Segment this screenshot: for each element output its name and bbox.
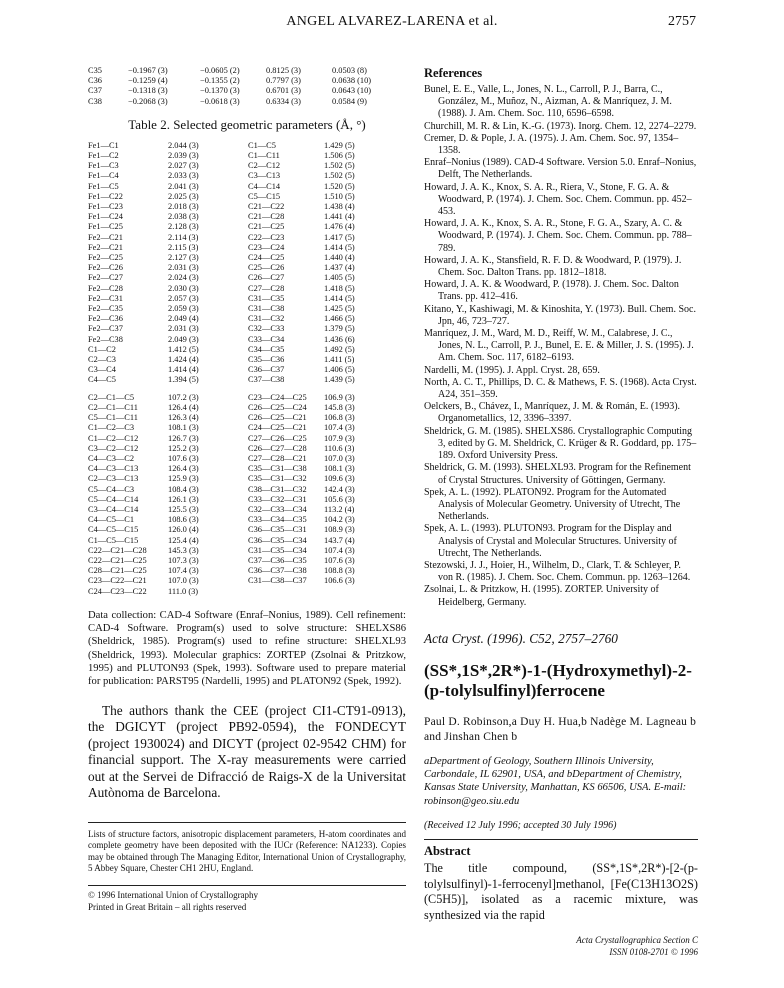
table-row	[88, 222, 404, 232]
table-cell: 1.379 (5)	[324, 324, 355, 334]
table-cell: 125.2 (3)	[168, 443, 199, 453]
table-cell: C1—C2—C12	[88, 433, 139, 443]
table-cell: 1.520 (5)	[324, 181, 355, 191]
table-cell: 126.7 (3)	[168, 433, 199, 443]
table-cell: 1.394 (5)	[168, 375, 199, 385]
atom-coordinates-table	[88, 66, 392, 107]
table-cell: Fe1—C1	[88, 140, 119, 150]
table-row	[88, 485, 404, 495]
table-cell: 0.8125 (3)	[266, 66, 301, 75]
table-cell: 2.038 (3)	[168, 212, 199, 222]
running-header	[0, 14, 784, 34]
table-cell: C31—C38	[248, 304, 285, 314]
table-row	[88, 525, 404, 535]
table-cell: 108.1 (3)	[168, 423, 199, 433]
table-cell: 1.406 (5)	[324, 365, 355, 375]
table-cell: Fe2—C25	[88, 253, 123, 263]
table-spacer	[88, 386, 404, 393]
table-cell: C4—C5—C1	[88, 515, 135, 525]
received-dates: (Received 12 July 1996; accepted 30 July 1996)	[424, 819, 617, 831]
table-cell: C33—C32—C31	[248, 494, 307, 504]
table-cell: C22—C23	[248, 232, 285, 242]
table-cell: 2.128 (3)	[168, 222, 199, 232]
table-cell: C25—C26	[248, 263, 285, 273]
table-cell: Fe1—C25	[88, 222, 123, 232]
table-row	[88, 76, 392, 86]
table-cell: Fe2—C28	[88, 283, 123, 293]
table-cell: 1.502 (5)	[324, 171, 355, 181]
table-row	[88, 202, 404, 212]
table-row	[88, 253, 404, 263]
deposit-note: Lists of structure factors, anisotropic displacement parameters, H-atom coordinates and complete geometry have been deposited with the IUCr (Reference: NA1233). Copies may be obtained through The Managing Editor, International Union of Crystallography, 5 Abbey Square, Chester CH1 2HU, England.	[88, 822, 406, 875]
table-row	[88, 474, 404, 484]
table-row	[88, 423, 404, 433]
table-cell: C31—C38—C37	[248, 576, 307, 586]
reference-item: Bunel, E. E., Valle, L., Jones, N. L., Carroll, P. J., Barra, C., González, M., Muñoz, N., Aizman, A. & Manríquez, J. M. (1988). J. Am. Chem. Soc. 110, 6596–6598.	[424, 84, 672, 120]
table-cell: C32—C33—C34	[248, 504, 307, 514]
table-cell: −0.1967 (3)	[128, 66, 168, 75]
table-cell: 1.506 (5)	[324, 151, 355, 161]
table-cell: 126.4 (3)	[168, 464, 199, 474]
table-cell: C34—C35	[248, 344, 285, 354]
table-cell: 1.440 (4)	[324, 253, 355, 263]
table-cell: C4—C3—C2	[88, 453, 135, 463]
table-cell: 111.0 (3)	[168, 586, 199, 596]
journal-citation: Acta Cryst. (1996). C52, 2757–2760	[424, 630, 618, 646]
table-cell: 107.2 (3)	[168, 392, 199, 402]
table-cell: 107.4 (3)	[324, 423, 355, 433]
table-cell: C27—C28—C21	[248, 453, 307, 463]
table-cell: C36	[88, 76, 102, 86]
table-cell: C35—C31—C38	[248, 464, 307, 474]
table-cell: 107.4 (3)	[324, 545, 355, 555]
table-cell: 107.3 (3)	[168, 555, 199, 565]
reference-item: Sheldrick, G. M. (1985). SHELXS86. Crystallographic Computing 3, edited by G. M. Sheldrick, C. Krüger & R. Goddard, pp. 175–189. Oxford University Press.	[424, 425, 697, 462]
table-cell: 2.024 (3)	[168, 273, 199, 283]
table-cell: 105.6 (3)	[324, 494, 355, 504]
table-row	[88, 515, 404, 525]
copyright-line-2: Printed in Great Britain – all rights reserved	[88, 901, 247, 912]
table-cell: 1.414 (5)	[324, 293, 355, 303]
references-list	[424, 84, 698, 609]
table-cell: C31—C35—C34	[248, 545, 307, 555]
table-cell: Fe1—C4	[88, 171, 119, 181]
table-cell: C4—C14	[248, 181, 281, 191]
reference-item: Manríquez, J. M., Ward, M. D., Reiff, W. M., Calabrese, J. C., Jones, N. L., Carroll, P. J., Bunel, E. E. & Miller, J. S. (1995). J. Am. Chem. Soc. 117, 6182–6193.	[424, 328, 694, 364]
table-cell: Fe1—C5	[88, 181, 119, 191]
reference-item: Howard, J. A. K., Knox, S. A. R., Stone, F. G. A., Szary, A. C. & Woodward, P. (1974). J. Chem. Soc. Chem. Commun. pp. 788–789.	[424, 218, 692, 254]
table-cell: 2.033 (3)	[168, 171, 199, 181]
table-row	[88, 314, 404, 324]
table-cell: C1—C5—C15	[88, 535, 139, 545]
left-column	[88, 66, 406, 913]
table-cell: Fe2—C35	[88, 304, 123, 314]
table-cell: Fe1—C22	[88, 191, 123, 201]
table-cell: C35	[88, 66, 102, 75]
table-cell: C26—C25—C21	[248, 413, 307, 423]
table-cell: 107.0 (3)	[168, 576, 199, 586]
table-cell: 107.6 (3)	[168, 453, 199, 463]
table-cell: −0.2068 (3)	[128, 96, 168, 106]
table-cell: 1.429 (5)	[324, 140, 355, 150]
table-cell: C38	[88, 96, 102, 106]
table-cell: C1—C2	[88, 344, 116, 354]
data-collection-paragraph: Data collection: CAD-4 Software (Enraf–Nonius, 1989). Cell refinement: CAD-4 Software. Program(s) used to solve structure: SHELXS86 (Sheldrick, 1985). Program(s) used to refine structure: SHELXL93 (Sheldrick, 1993). Molecular graphics: ZORTEP (Zsolnai & Pritzkow, 1995) and PLUTON93 (Spek, 1993). Software used to prepare material for publication: PARST95 (Nardelli, 1995) and PLATON92 (Spek, 1992).	[88, 609, 406, 688]
table-cell: 2.049 (4)	[168, 314, 199, 324]
table-row	[88, 233, 404, 243]
running-title: ANGEL ALVAREZ-LARENA et al.	[286, 14, 498, 29]
table-cell: 2.044 (3)	[168, 140, 199, 150]
table-cell: C23—C22—C21	[88, 576, 147, 586]
reference-item: Sheldrick, G. M. (1993). SHELXL93. Program for the Refinement of Crystal Structures. University of Göttingen, Germany.	[424, 462, 691, 486]
table-cell: C26—C27	[248, 273, 285, 283]
table-cell: C1—C5	[248, 140, 276, 150]
table-cell: C23—C24	[248, 242, 285, 252]
table-cell: 1.405 (5)	[324, 273, 355, 283]
table-cell: Fe1—C2	[88, 151, 119, 161]
table-cell: 126.0 (4)	[168, 525, 199, 535]
table-cell: 1.412 (5)	[168, 344, 199, 354]
table-cell: C5—C4—C3	[88, 484, 135, 494]
table-cell: 2.039 (3)	[168, 151, 199, 161]
copyright-line-1: © 1996 International Union of Crystallography	[88, 889, 259, 900]
table2-title: Table 2. Selected geometric parameters (Å, °)	[128, 116, 366, 132]
table-cell: −0.0618 (3)	[200, 96, 240, 106]
table-cell: C31—C32	[248, 314, 285, 324]
table-cell: C27—C26—C25	[248, 433, 307, 443]
journal-footer	[424, 935, 698, 958]
table-row	[88, 86, 392, 96]
table-cell: 0.0584 (9)	[332, 96, 367, 106]
table-cell: 106.9 (3)	[324, 392, 355, 402]
table-cell: 113.2 (4)	[324, 504, 355, 514]
table-cell: 145.3 (3)	[168, 545, 199, 555]
reference-item: Nardelli, M. (1995). J. Appl. Cryst. 28, 659.	[424, 364, 600, 376]
table-row	[88, 413, 404, 423]
table-row	[88, 505, 404, 515]
table-cell: 1.441 (4)	[324, 212, 355, 222]
divider	[424, 839, 698, 840]
table-row	[88, 556, 404, 566]
table-cell: C2—C1—C11	[88, 402, 138, 412]
table-cell: 0.6701 (3)	[266, 86, 301, 96]
table-cell: 1.414 (5)	[324, 242, 355, 252]
table-cell: 1.439 (5)	[324, 375, 355, 385]
table-cell: C36—C35—C31	[248, 525, 307, 535]
table-cell: C37	[88, 86, 102, 96]
table-cell: 1.437 (4)	[324, 263, 355, 273]
table-cell: 125.5 (3)	[168, 504, 199, 514]
table-cell: 1.411 (5)	[324, 355, 355, 365]
table-cell: 107.0 (3)	[324, 453, 355, 463]
table-row	[88, 161, 404, 171]
table-cell: C37—C36—C35	[248, 555, 307, 565]
table-cell: 143.7 (4)	[324, 535, 355, 545]
reference-item: Oelckers, B., Chávez, I., Manríquez, J. M. & Román, E. (1993). Organometallics, 12, 3396–3397.	[424, 401, 681, 425]
table-cell: C3—C13	[248, 171, 281, 181]
table-row	[88, 304, 404, 314]
copyright-block	[88, 885, 406, 913]
table-cell: Fe2—C27	[88, 273, 123, 283]
table-cell: 2.114 (3)	[168, 232, 199, 242]
table-cell: C33—C34	[248, 334, 285, 344]
table-cell: 1.424 (4)	[168, 355, 199, 365]
reference-item: Kitano, Y., Kashiwagi, M. & Kinoshita, Y. (1973). Bull. Chem. Soc. Jpn, 46, 723–727.	[424, 303, 696, 327]
table-cell: 2.059 (3)	[168, 304, 199, 314]
table-cell: C22—C21—C25	[88, 555, 147, 565]
table-cell: C36—C37	[248, 365, 285, 375]
table-cell: 2.027 (3)	[168, 161, 199, 171]
table-row	[88, 294, 404, 304]
table-cell: C26—C27—C28	[248, 443, 307, 453]
table-cell: −0.1355 (2)	[200, 76, 240, 86]
table-cell: 0.0503 (8)	[332, 66, 367, 75]
page-number: 2757	[668, 14, 696, 29]
reference-item: Zsolnai, L. & Pritzkow, H. (1995). ZORTEP. University of Heidelberg, Germany.	[424, 584, 659, 608]
table-cell: 126.1 (3)	[168, 494, 199, 504]
table-cell: 2.030 (3)	[168, 283, 199, 293]
acknowledgement-paragraph: The authors thank the CEE (project CI1-CT91-0913), the DGICYT (project PB92-0594), the FONDECYT (project 1930024) and DICYT (project 02-9542 CHM) for financial support. The X-ray measurements were carried out at the Servei de Difracció de Raigs-X de la Universitat Autònoma de Barcelona.	[88, 702, 406, 801]
table-row	[88, 273, 404, 283]
table-cell: 125.4 (4)	[168, 535, 199, 545]
table-cell: Fe2—C21	[88, 242, 123, 252]
reference-item: Stezowski, J. J., Hoier, H., Wilhelm, D., Clark, T. & Schleyer, P. von R. (1985). J. Chem. Soc. Chem. Commun. pp. 1263–1264.	[424, 559, 691, 584]
table-cell: C2—C3	[88, 355, 116, 365]
table-row	[88, 141, 404, 151]
table-row	[88, 171, 404, 181]
table-cell: Fe2—C31	[88, 293, 123, 303]
abstract-heading: Abstract	[424, 843, 471, 858]
table-row	[88, 393, 404, 403]
table-row	[88, 495, 404, 505]
table-cell: 108.8 (3)	[324, 566, 355, 576]
table-row	[88, 335, 404, 345]
table-cell: 0.7797 (3)	[266, 76, 301, 86]
table-cell: 1.425 (5)	[324, 304, 355, 314]
table-row	[88, 403, 404, 413]
table-cell: 2.041 (3)	[168, 181, 199, 191]
table-cell: C4—C5—C15	[88, 525, 139, 535]
table-cell: Fe2—C21	[88, 232, 123, 242]
table-cell: 1.502 (5)	[324, 161, 355, 171]
table-row	[88, 375, 404, 385]
table-cell: −0.1370 (3)	[200, 86, 240, 96]
table-row	[88, 182, 404, 192]
table-cell: 107.4 (3)	[168, 566, 199, 576]
reference-item: North, A. C. T., Phillips, D. C. & Mathews, F. S. (1968). Acta Cryst. A24, 351–359.	[424, 376, 697, 401]
table-cell: C1—C2—C3	[88, 423, 135, 433]
reference-item: Enraf–Nonius (1989). CAD-4 Software. Version 5.0. Enraf–Nonius, Delft, The Netherlands.	[424, 157, 697, 181]
table-cell: −0.0605 (2)	[200, 66, 240, 75]
table-row	[88, 587, 404, 597]
table-cell: Fe2—C26	[88, 263, 123, 273]
table-row	[88, 434, 404, 444]
table-cell: C1—C11	[248, 151, 280, 161]
table-row	[88, 454, 404, 464]
table-cell: 108.6 (3)	[168, 515, 199, 525]
table-cell: C2—C12	[248, 161, 281, 171]
table-cell: 0.0643 (10)	[332, 86, 372, 96]
footer-line-2: ISSN 0108-2701 © 1996	[609, 946, 698, 957]
table-cell: 107.9 (3)	[324, 433, 355, 443]
table-cell: 1.414 (4)	[168, 365, 199, 375]
table-cell: C21—C22	[248, 202, 285, 212]
table-row	[88, 324, 404, 334]
table-cell: 2.031 (3)	[168, 263, 199, 273]
table-cell: −0.1259 (4)	[128, 76, 168, 86]
table-cell	[248, 587, 324, 597]
table-row	[88, 66, 392, 76]
table-cell: 104.2 (3)	[324, 515, 355, 525]
table-cell: C24—C25	[248, 253, 285, 263]
table-cell: C4—C5	[88, 375, 116, 385]
table-row	[88, 243, 404, 253]
table-cell: 1.418 (5)	[324, 283, 355, 293]
table-cell: 2.031 (3)	[168, 324, 199, 334]
geometric-parameters-table	[88, 141, 404, 597]
table-cell: 106.8 (3)	[324, 413, 355, 423]
table-cell: Fe2—C38	[88, 334, 123, 344]
table-cell	[324, 587, 404, 597]
table-cell: Fe1—C3	[88, 161, 119, 171]
reference-item: Spek, A. L. (1993). PLUTON93. Program for the Display and Analysis of Crystal and Molecular Structures. University of Utrecht, The Netherlands.	[424, 523, 677, 559]
table-cell: C28—C21—C25	[88, 566, 147, 576]
table-cell: 2.057 (3)	[168, 293, 199, 303]
table-cell: C35—C36	[248, 355, 285, 365]
references-heading: References	[424, 66, 483, 80]
table-cell: 110.6 (3)	[324, 443, 355, 453]
reference-item: Howard, J. A. K., Knox, S. A. R., Riera, V., Stone, F. G. A. & Woodward, P. (1974). J. Chem. Soc. Chem. Commun. pp. 452–453.	[424, 181, 692, 218]
table-cell: 145.8 (3)	[324, 402, 355, 412]
table-row	[88, 192, 404, 202]
table-cell: C3—C4	[88, 365, 116, 375]
reference-item: Cremer, D. & Pople, J. A. (1975). J. Am. Chem. Soc. 97, 1354–1358.	[424, 132, 679, 157]
table-cell: 1.466 (5)	[324, 314, 355, 324]
table-cell: C31—C35	[248, 293, 285, 303]
table-row	[88, 345, 404, 355]
table-cell: 0.6334 (3)	[266, 96, 301, 106]
reference-item: Howard, J. A. K., Stansfield, R. F. D. & Woodward, P. (1979). J. Chem. Soc. Dalton Trans. pp. 1812–1818.	[424, 254, 682, 279]
table-cell: C21—C25	[248, 222, 285, 232]
table-row	[88, 284, 404, 294]
table-cell: Fe2—C37	[88, 324, 123, 334]
table-cell: 126.4 (4)	[168, 402, 199, 412]
table-cell: Fe1—C23	[88, 202, 123, 212]
table-cell: 107.6 (3)	[324, 555, 355, 565]
table-row	[88, 212, 404, 222]
table-cell: C27—C28	[248, 283, 285, 293]
table-cell: 126.3 (4)	[168, 413, 199, 423]
table-cell: 108.4 (3)	[168, 484, 199, 494]
table-cell: 125.9 (3)	[168, 474, 199, 484]
table-cell: C5—C1—C11	[88, 413, 138, 423]
reference-item: Churchill, M. R. & Lin, K.-G. (1973). Inorg. Chem. 12, 2274–2279.	[424, 120, 697, 132]
table-cell: C36—C37—C38	[248, 566, 307, 576]
table-cell: Fe1—C24	[88, 212, 123, 222]
abstract-text: The title compound, (SS*,1S*,2R*)-[2-(p-tolylsulfinyl)-1-ferrocenyl]methanol, [Fe(C13H13O2S)(C5H5)], isolated as a racemic mixture, was synthesized via the rapid	[424, 860, 698, 922]
table-cell: C5—C4—C14	[88, 494, 139, 504]
table-row	[88, 566, 404, 576]
table-cell: 2.018 (3)	[168, 202, 199, 212]
table-cell: C2—C1—C5	[88, 392, 135, 402]
table-cell: C35—C31—C32	[248, 474, 307, 484]
table-cell: 109.6 (3)	[324, 474, 355, 484]
table-cell: Fe2—C36	[88, 314, 123, 324]
table-cell: C3—C2—C12	[88, 443, 139, 453]
table-cell: 1.436 (6)	[324, 334, 355, 344]
table-cell: 2.025 (3)	[168, 191, 199, 201]
table-cell: 1.492 (5)	[324, 344, 355, 354]
table-row	[88, 546, 404, 556]
table-cell: C32—C33	[248, 324, 285, 334]
table-cell: 0.0638 (10)	[332, 76, 372, 86]
table-cell: C22—C21—C28	[88, 545, 147, 555]
table-cell: 108.1 (3)	[324, 464, 355, 474]
reference-item: Spek, A. L. (1992). PLATON92. Program for the Automated Analysis of Molecular Geometry. University of Utrecht, The Netherlands.	[424, 486, 681, 523]
table-cell: 2.049 (3)	[168, 334, 199, 344]
table-row	[88, 444, 404, 454]
table-cell: C5—C15	[248, 191, 281, 201]
table-row	[88, 263, 404, 273]
table-cell: 2.115 (3)	[168, 242, 199, 252]
author-list: Paul D. Robinson,a Duy H. Hua,b Nadège M. Lagneau b and Jinshan Chen b	[424, 715, 697, 743]
table-cell: C33—C34—C35	[248, 515, 307, 525]
table-cell: C24—C23—C22	[88, 586, 147, 596]
table-cell: C2—C3—C13	[88, 474, 139, 484]
table-cell: 1.510 (5)	[324, 191, 355, 201]
table-cell: 1.438 (4)	[324, 202, 355, 212]
table-cell: 106.6 (3)	[324, 576, 355, 586]
right-column	[424, 66, 698, 958]
table-cell: C24—C25—C21	[248, 423, 307, 433]
table-cell: −0.1318 (3)	[128, 86, 168, 96]
table-row	[88, 536, 404, 546]
table-cell: C26—C25—C24	[248, 402, 307, 412]
table-cell: 108.9 (3)	[324, 525, 355, 535]
table-row	[88, 365, 404, 375]
table-cell: 1.476 (4)	[324, 222, 355, 232]
article-title: (SS*,1S*,2R*)-1-(Hydroxymethyl)-2-(p-tolylsulfinyl)ferrocene	[424, 660, 692, 700]
table-row	[88, 464, 404, 474]
table-row	[88, 576, 404, 586]
table-cell: C37—C38	[248, 375, 285, 385]
table-row	[88, 355, 404, 365]
table-cell: C4—C3—C13	[88, 464, 139, 474]
table-row	[88, 97, 392, 107]
table-cell: 1.417 (5)	[324, 232, 355, 242]
table-cell: C38—C31—C32	[248, 484, 307, 494]
table-cell: 2.127 (3)	[168, 253, 199, 263]
table-row	[88, 151, 404, 161]
table-cell: 142.4 (3)	[324, 484, 355, 494]
table-cell: C21—C28	[248, 212, 285, 222]
affiliation: aDepartment of Geology, Southern Illinois University, Carbondale, IL 62901, USA, and bDepartment of Chemistry, Kansas State University, Manhattan, KS 66506, USA. E-mail: robinson@geo.siu.edu	[424, 755, 687, 807]
table-cell: C36—C35—C34	[248, 535, 307, 545]
table-cell: C23—C24—C25	[248, 392, 307, 402]
reference-item: Howard, J. A. K. & Woodward, P. (1978). J. Chem. Soc. Dalton Trans. pp. 412–416.	[424, 279, 679, 303]
footer-line-1: Acta Crystallographica Section C	[576, 935, 698, 946]
table-cell: C3—C4—C14	[88, 504, 139, 514]
